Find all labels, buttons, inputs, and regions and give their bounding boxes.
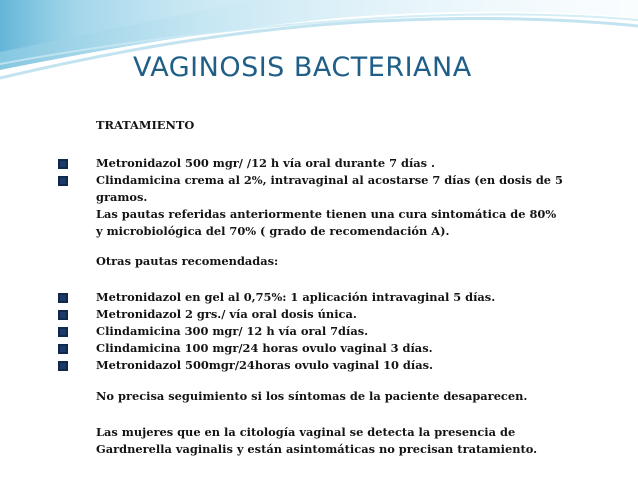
regimen-item: Clindamicina 100 mgr/24 horas ovulo vaginal 3 días. bbox=[96, 341, 433, 355]
other-regimens-heading: Otras pautas recomendadas: bbox=[96, 254, 279, 268]
square-bullet-icon bbox=[58, 361, 68, 371]
square-bullet-icon bbox=[58, 327, 68, 337]
follow-up-note: No precisa seguimiento si los síntomas de la paciente desaparecen. bbox=[96, 389, 528, 403]
treatment-item: Clindamicina crema al 2%, intravaginal al acostarse 7 días (en dosis de 5 bbox=[96, 173, 563, 187]
slide-title: VAGINOSIS BACTERIANA bbox=[133, 52, 472, 83]
gardnerella-note-line: Gardnerella vaginalis y están asintomáticas no precisan tratamiento. bbox=[96, 442, 538, 456]
regimen-item: Metronidazol 500mgr/24horas ovulo vaginal 10 días. bbox=[96, 358, 433, 372]
treatment-item: Metronidazol 500 mgr/ /12 h vía oral durante 7 días . bbox=[96, 156, 435, 170]
square-bullet-icon bbox=[58, 176, 68, 186]
gardnerella-note-line: Las mujeres que en la citología vaginal se detecta la presencia de bbox=[96, 425, 516, 439]
treatment-continuation: y microbiológica del 70% ( grado de recomendación A). bbox=[96, 224, 450, 238]
wave-header-decoration bbox=[0, 0, 638, 100]
square-bullet-icon bbox=[58, 344, 68, 354]
treatment-continuation: gramos. bbox=[96, 190, 148, 204]
square-bullet-icon bbox=[58, 293, 68, 303]
treatment-continuation: Las pautas referidas anteriormente tienen una cura sintomática de 80% bbox=[96, 207, 557, 221]
square-bullet-icon bbox=[58, 159, 68, 169]
regimen-item: Metronidazol en gel al 0,75%: 1 aplicación intravaginal 5 días. bbox=[96, 290, 496, 304]
square-bullet-icon bbox=[58, 310, 68, 320]
regimen-item: Metronidazol 2 grs./ vía oral dosis única. bbox=[96, 307, 357, 321]
regimen-item: Clindamicina 300 mgr/ 12 h vía oral 7días. bbox=[96, 324, 369, 338]
treatment-heading: TRATAMIENTO bbox=[96, 118, 195, 132]
